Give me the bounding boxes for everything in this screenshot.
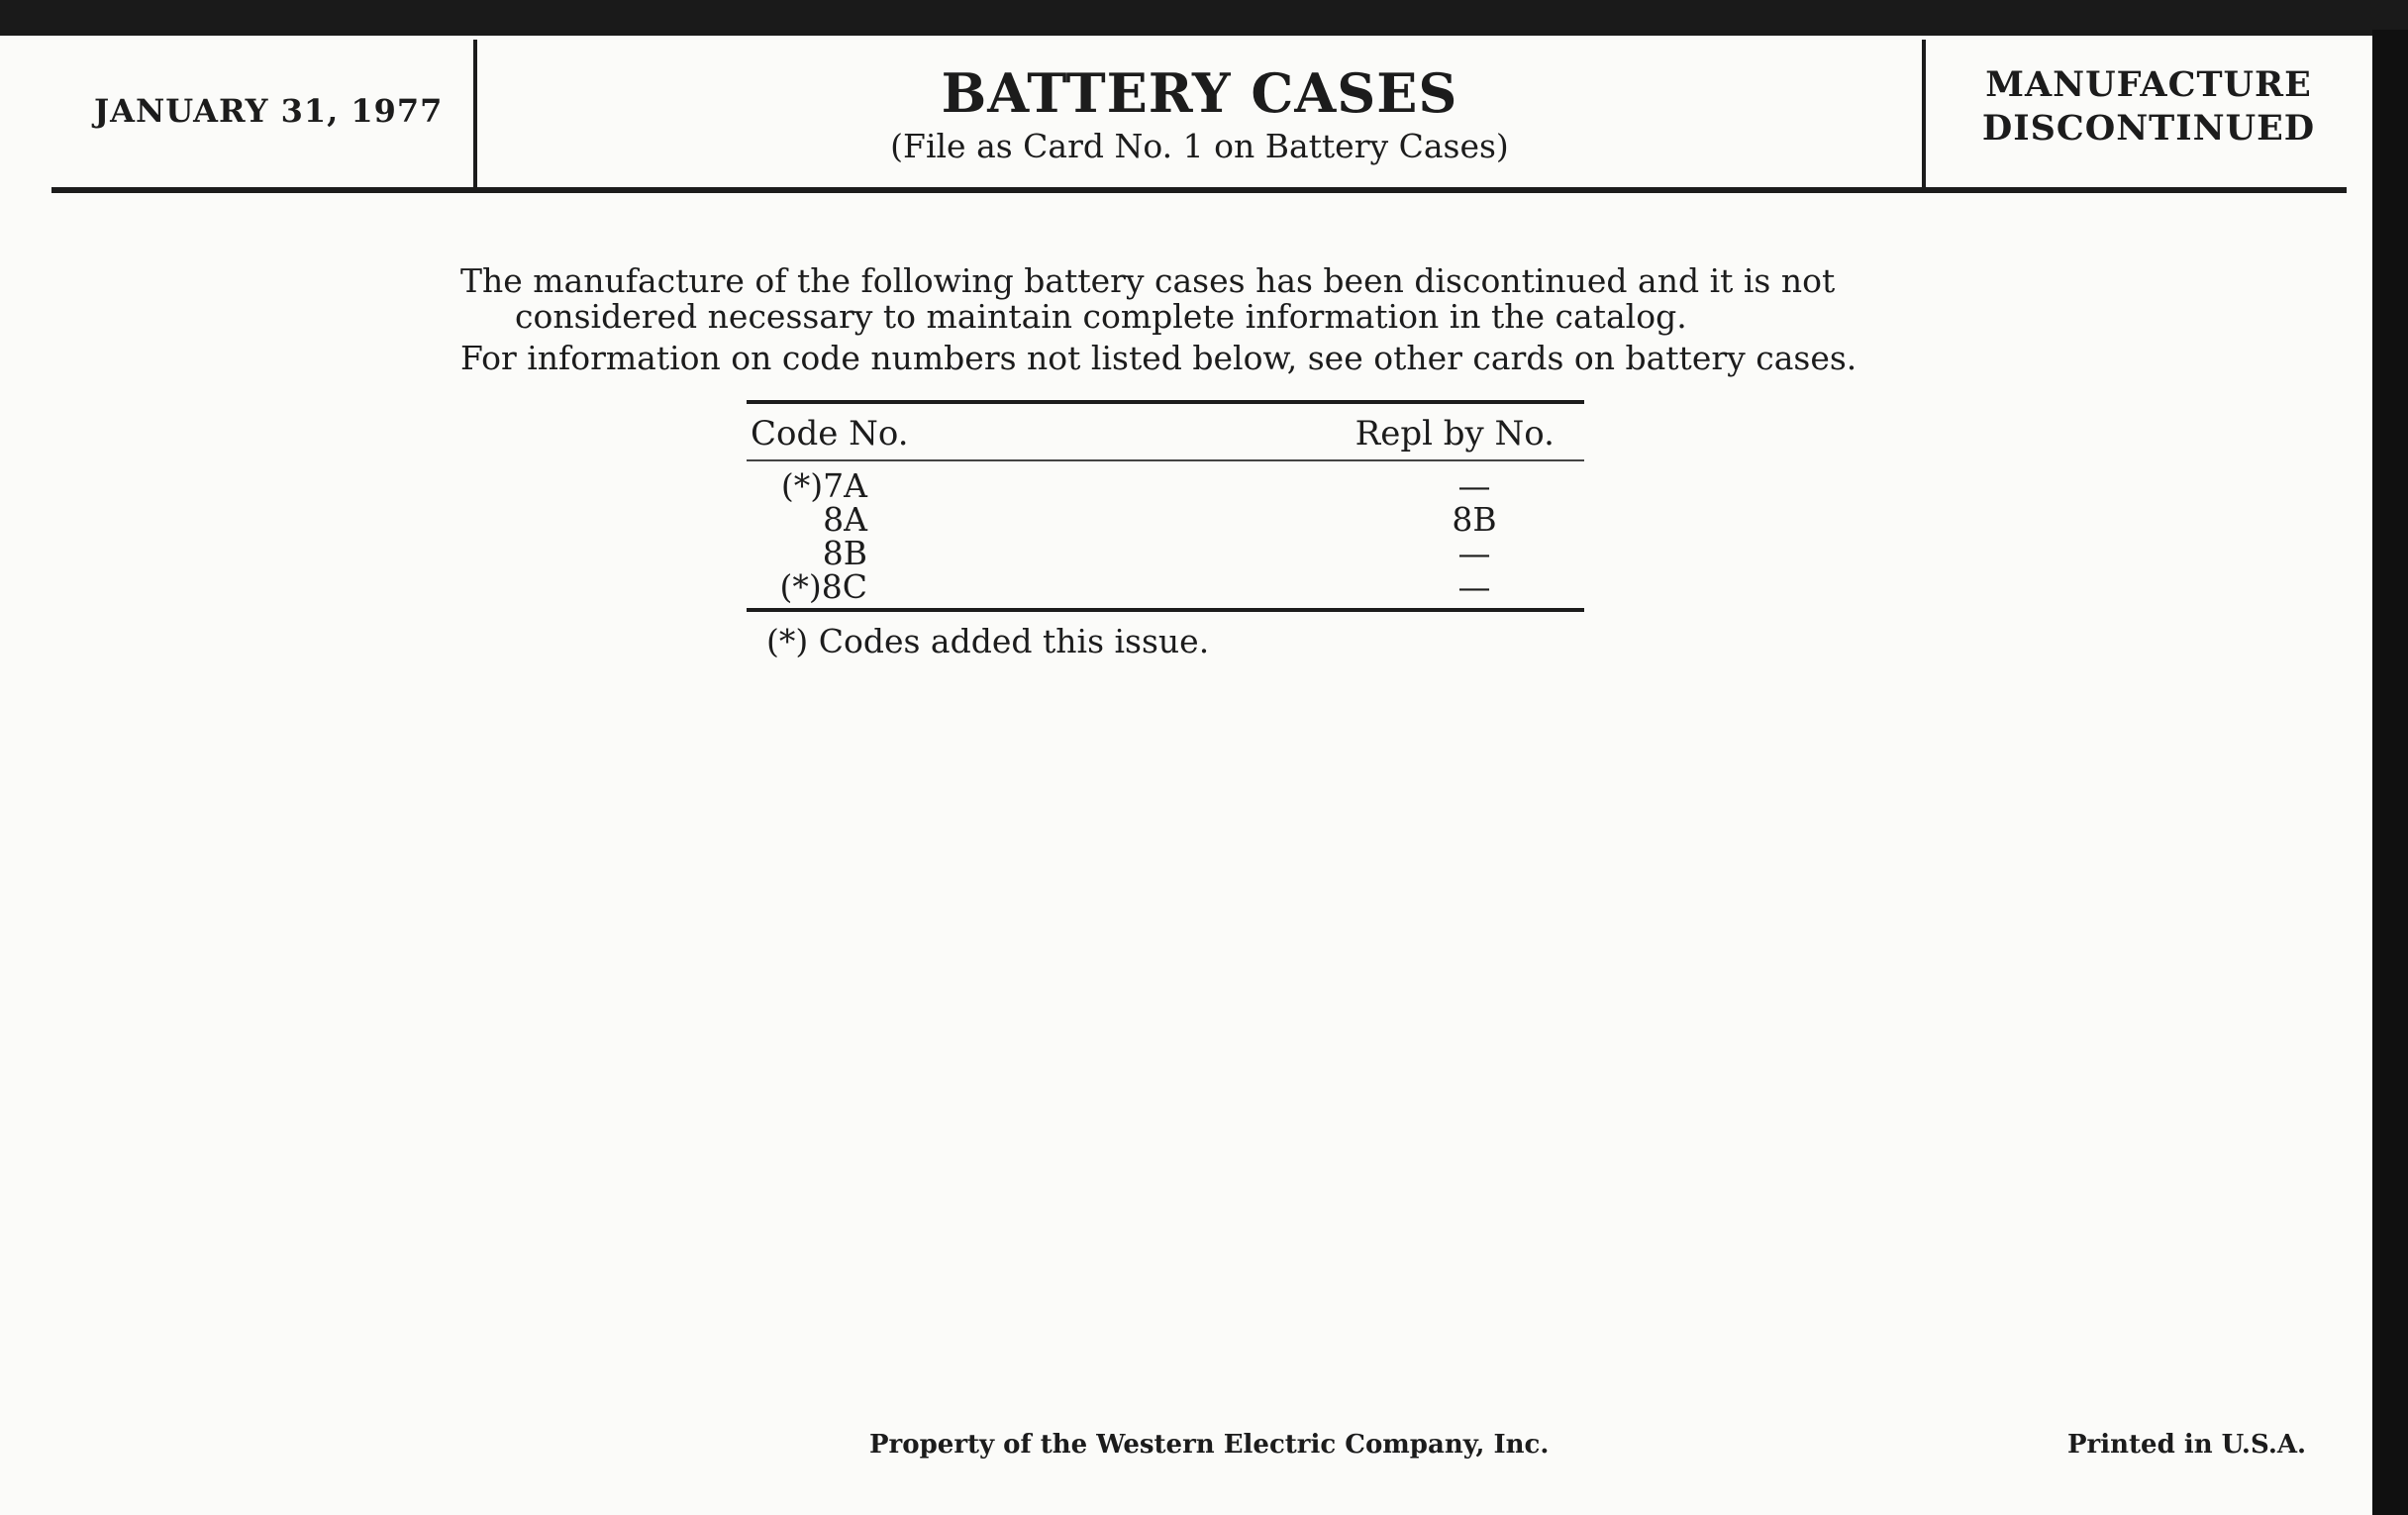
issue-date: JANUARY 31, 1977 — [94, 92, 444, 130]
intro-line-1-cont: considered necessary to maintain complete information in the catalog. — [515, 297, 1687, 336]
repl-cell: 8B — [1452, 500, 1497, 539]
status-line-2: DISCONTINUED — [1981, 108, 2316, 149]
table-row — [747, 500, 1584, 539]
code-table — [747, 400, 1584, 660]
code-cell: (*)8C — [779, 567, 867, 606]
repl-cell: — — [1457, 534, 1491, 572]
property-notice: Property of the Western Electric Company, Inc. — [869, 1430, 1550, 1460]
table-footnote: (*) Codes added this issue. — [766, 622, 1210, 660]
intro-line-2: For information on code numbers not listed below, see other cards on battery cases. — [460, 339, 1857, 377]
table-header — [747, 404, 1584, 459]
code-cell: (*)7A — [780, 466, 867, 505]
table-row — [747, 534, 1584, 572]
table-row — [747, 567, 1584, 606]
page-title: BATTERY CASES — [941, 61, 1458, 125]
header-rule — [51, 187, 2347, 193]
status-label — [1926, 63, 2371, 151]
intro-line-1: The manufacture of the following battery cases has been discontinued and it is not — [460, 261, 1836, 300]
intro-text — [460, 261, 1856, 378]
catalog-card — [0, 36, 2372, 1515]
table-row — [747, 466, 1584, 505]
repl-cell: — — [1457, 466, 1491, 505]
column-header-repl: Repl by No. — [1354, 414, 1555, 454]
printed-notice: Printed in U.S.A. — [2067, 1430, 2307, 1460]
repl-cell: — — [1457, 567, 1491, 606]
column-header-code: Code No. — [751, 414, 909, 454]
scan-edge — [2372, 30, 2408, 1515]
page-subtitle: (File as Card No. 1 on Battery Cases) — [890, 127, 1509, 165]
code-cell: 8B — [822, 534, 867, 572]
table-bottom-rule — [747, 608, 1584, 612]
status-line-1: MANUFACTURE — [1985, 64, 2312, 105]
code-cell: 8A — [823, 500, 867, 539]
table-body — [747, 461, 1584, 608]
